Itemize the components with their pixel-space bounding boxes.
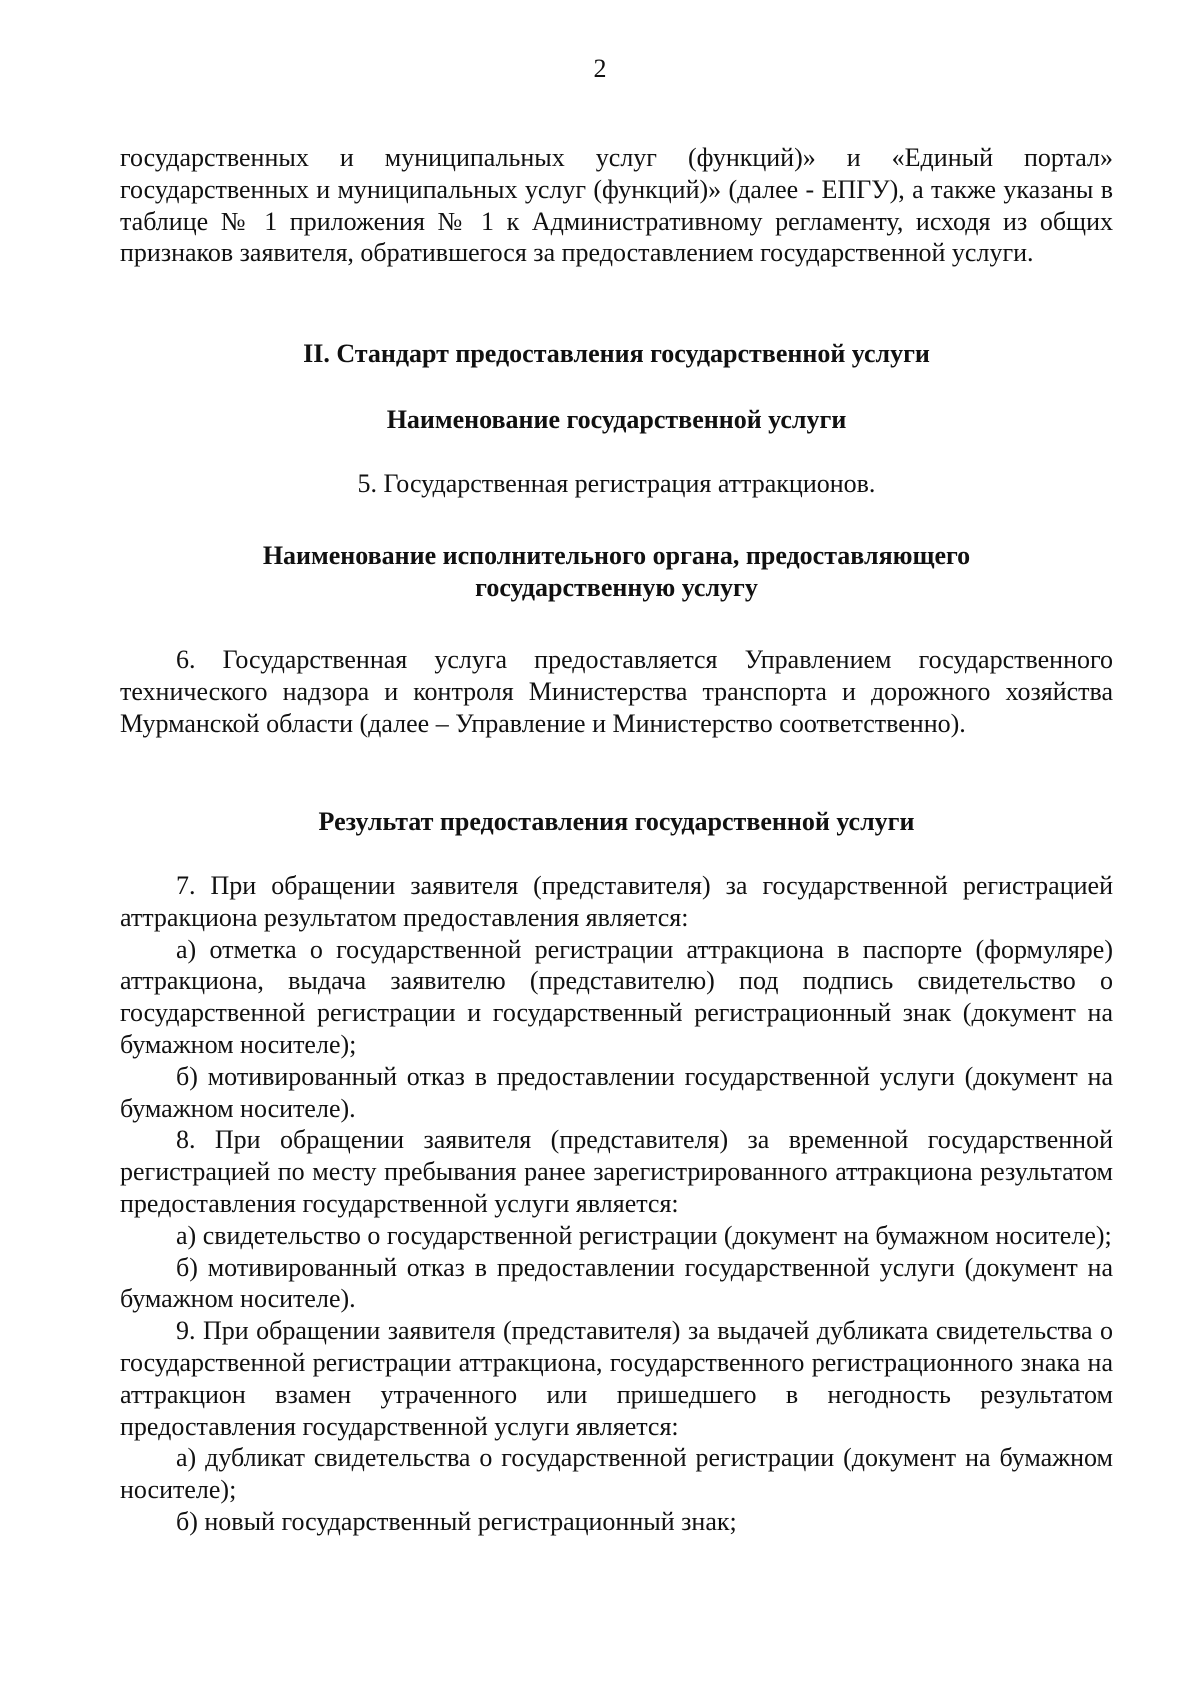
- item-8a-paragraph: а) свидетельство о государственной регистрации (документ на бумажном носителе);: [176, 1220, 1112, 1250]
- organ-heading-line2: государственную услугу: [475, 572, 758, 602]
- item-6-paragraph: 6. Государственная услуга предоставляется Управлением государственного технического надзора и контроля Министерства транспорта и дорожного хозяйства Мурманской области (далее – Управление и Министерство соответственно).: [120, 645, 1113, 738]
- item-8b-paragraph: б) мотивированный отказ в предоставлении государственной услуги (документ на бумажном носителе).: [120, 1252, 1113, 1314]
- item-7b-paragraph: б) мотивированный отказ в предоставлении государственной услуги (документ на бумажном носителе).: [120, 1061, 1113, 1123]
- item-7-paragraph: 7. При обращении заявителя (представителя) за государственной регистрацией аттракциона результатом предоставления является:: [120, 871, 1113, 932]
- result-items: [120, 870, 1113, 1538]
- item-5-paragraph: 5. Государственная регистрация аттракционов.: [357, 469, 876, 498]
- intro-paragraph: государственных и муниципальных услуг (функций)» и «Единый портал» государственных и муниципальных услуг (функций)» (далее - ЕПГУ), а также указаны в таблице № 1 приложения № 1 к Административному регламенту, исходя из общих признаков заявителя, обратившегося за предоставлением государственной услуги.: [120, 143, 1113, 268]
- organ-heading-line1: Наименование исполнительного органа, предоставляющего: [262, 541, 971, 570]
- item-8-paragraph: 8. При обращении заявителя (представителя) за временной государственной регистрацией по месту пребывания ранее зарегистрированного аттракциона результатом предоставления государственной услуги является:: [120, 1125, 1113, 1218]
- section-title: II. Стандарт предоставления государственной услуги: [303, 339, 930, 368]
- item-7a-paragraph: а) отметка о государственной регистрации аттракциона в паспорте (формуляре) аттракциона, выдача заявителю (представителю) под подпись свидетельство о государственной регистрации и государственный регистрационный знак (документ на бумажном носителе);: [120, 934, 1113, 1059]
- item-9-paragraph: 9. При обращении заявителя (представителя) за выдачей дубликата свидетельства о государственной регистрации аттракциона, государственного регистрационного знака на аттракцион взамен утраченного или пришедшего в негодность результатом предоставления государственной услуги является:: [120, 1316, 1113, 1441]
- item-9b-paragraph: б) новый государственный регистрационный знак;: [176, 1506, 737, 1536]
- page-number: 2: [593, 54, 607, 83]
- service-name-heading: Наименование государственной услуги: [386, 405, 847, 434]
- organ-heading: [120, 540, 1113, 604]
- item-9a-paragraph: а) дубликат свидетельства о государственной регистрации (документ на бумажном носителе);: [120, 1443, 1113, 1505]
- result-heading: Результат предоставления государственной услуги: [318, 807, 915, 836]
